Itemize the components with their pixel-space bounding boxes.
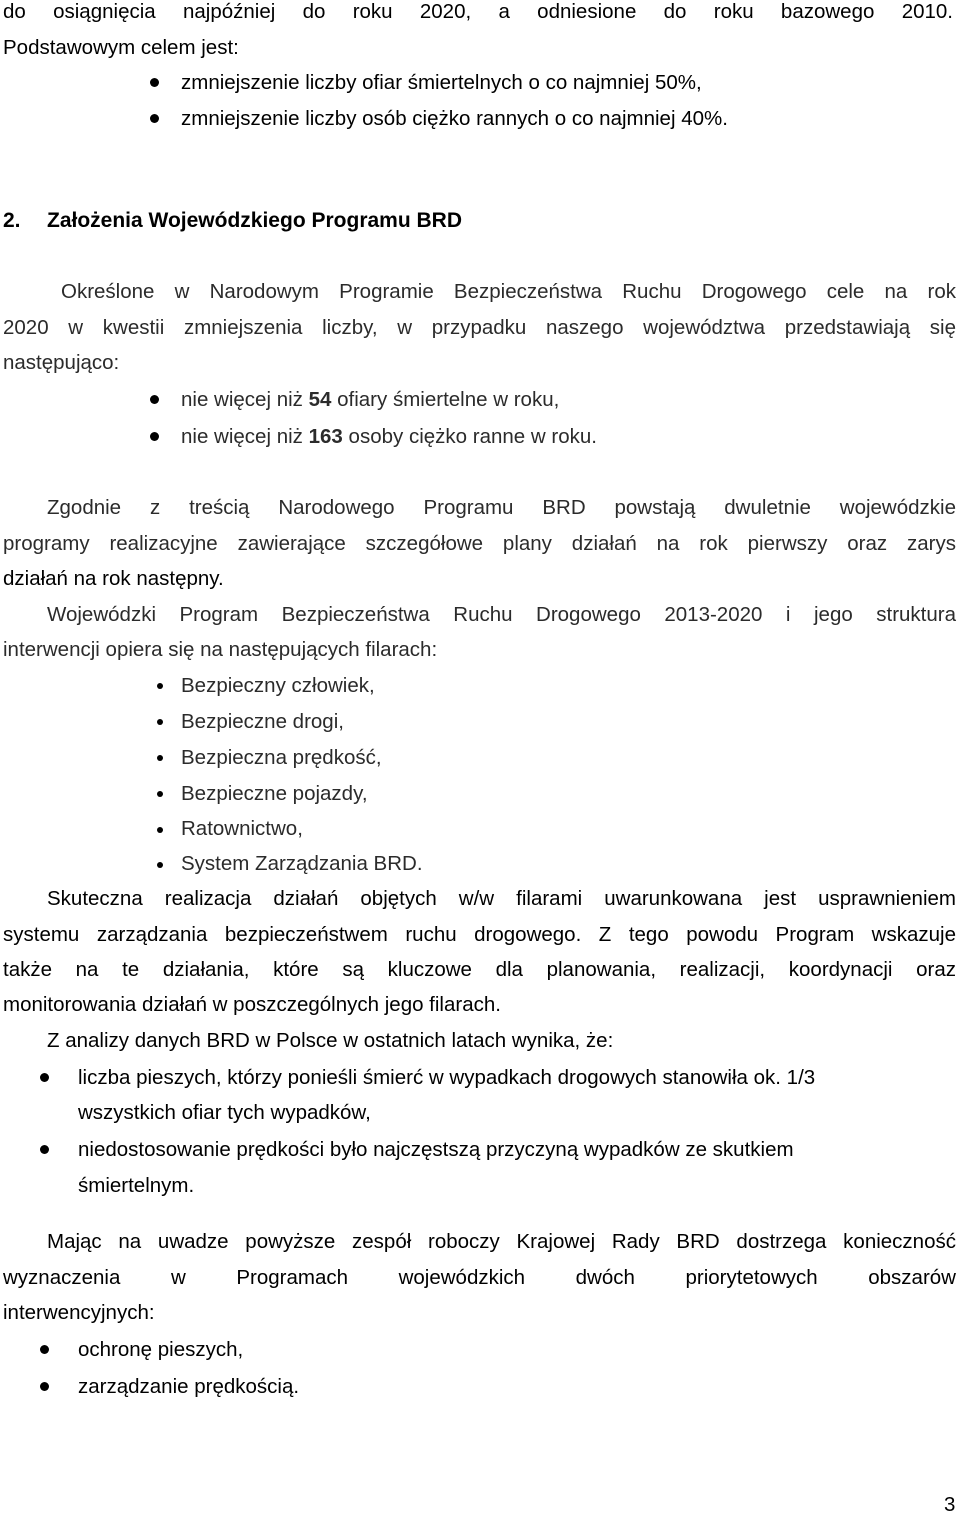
para3-line-1: Wojewódzki Program Bezpieczeństwa Ruchu Drogowego 2013-2020 i jego struktura xyxy=(47,603,956,626)
para3-line-2: interwencji opiera się na następujących filarach: xyxy=(3,638,438,661)
bullet-icon xyxy=(40,1145,49,1154)
para1-line-2: 2020 w kwestii zmniejszenia liczby, w przypadku naszego województwa przedstawiają się xyxy=(3,316,956,339)
pillar-item: Bezpieczne pojazdy, xyxy=(181,782,368,805)
bullet-icon xyxy=(40,1382,49,1391)
target-item-2: nie więcej niż 163 osoby ciężko ranne w roku. xyxy=(181,425,597,448)
bullet-icon xyxy=(150,114,159,123)
para6-line-3: interwencyjnych: xyxy=(3,1301,155,1324)
bullet-icon xyxy=(150,395,159,404)
page-number: 3 xyxy=(944,1493,956,1516)
bullet-icon xyxy=(150,78,159,87)
bullet-icon xyxy=(40,1073,49,1082)
target-item-1: nie więcej niż 54 ofiary śmiertelne w roku, xyxy=(181,388,560,411)
bullet-icon xyxy=(157,719,163,725)
finding-2-line-2: śmiertelnym. xyxy=(78,1174,195,1197)
para6-line-1: Mając na uwadze powyższe zespół roboczy Krajowej Rady BRD dostrzega konieczność xyxy=(47,1230,956,1253)
section-title: Założenia Wojewódzkiego Programu BRD xyxy=(47,209,462,232)
bullet-icon xyxy=(157,827,163,833)
para4-line-3: także na te działania, które są kluczowe dla planowania, realizacji, koordynacji oraz xyxy=(3,958,956,981)
para2-line-3: działań na rok następny. xyxy=(3,567,224,590)
finding-1-line-2: wszystkich ofiar tych wypadków, xyxy=(78,1101,371,1124)
intro-bullet-2: zmniejszenie liczby osób ciężko rannych o co najmniej 40%. xyxy=(181,107,728,130)
bullet-icon xyxy=(157,683,163,689)
priority-item: ochronę pieszych, xyxy=(78,1338,244,1361)
pillar-item: Bezpieczna prędkość, xyxy=(181,746,382,769)
target-value: 54 xyxy=(308,388,332,411)
priority-item: zarządzanie prędkością. xyxy=(78,1375,300,1398)
finding-1-line-1: liczba pieszych, którzy ponieśli śmierć w wypadkach drogowych stanowiła ok. 1/3 xyxy=(78,1066,816,1089)
para2-line-2: programy realizacyjne zawierające szczegółowe plany działań na rok pierwszy oraz zarys xyxy=(3,532,956,555)
bullet-icon xyxy=(40,1345,49,1354)
intro-bullet-1: zmniejszenie liczby ofiar śmiertelnych o co najmniej 50%, xyxy=(181,71,702,94)
para2-line-1: Zgodnie z treścią Narodowego Programu BRD powstają dwuletnie wojewódzkie xyxy=(47,496,956,519)
para4-line-2: systemu zarządzania bezpieczeństwem ruchu drogowego. Z tego powodu Program wskazuje xyxy=(3,923,956,946)
bullet-icon xyxy=(150,432,159,441)
pillar-item: Bezpieczny człowiek, xyxy=(181,674,375,697)
pillar-item: Bezpieczne drogi, xyxy=(181,710,344,733)
para5-line-1: Z analizy danych BRD w Polsce w ostatnich latach wynika, że: xyxy=(47,1029,614,1052)
bullet-icon xyxy=(157,862,163,868)
para4-line-1: Skuteczna realizacja działań objętych w/w filarami uwarunkowana jest usprawnieniem xyxy=(47,887,956,910)
pillar-item: Ratownictwo, xyxy=(181,817,303,840)
bullet-icon xyxy=(157,755,163,761)
pillar-item: System Zarządzania BRD. xyxy=(181,852,423,875)
intro-line-1: do osiągnięcia najpóźniej do roku 2020, a odniesione do roku bazowego 2010. xyxy=(3,0,953,23)
para6-line-2: wyznaczenia w Programach wojewódzkich dwóch priorytetowych obszarów xyxy=(3,1266,956,1289)
intro-line-2: Podstawowym celem jest: xyxy=(3,36,239,59)
para1-line-3: następująco: xyxy=(3,351,120,374)
bullet-icon xyxy=(157,791,163,797)
para4-line-4: monitorowania działań w poszczególnych jego filarach. xyxy=(3,993,501,1016)
para1-line-1: Określone w Narodowym Programie Bezpieczeństwa Ruchu Drogowego cele na rok xyxy=(61,280,956,303)
section-number: 2. xyxy=(3,209,21,232)
finding-2-line-1: niedostosowanie prędkości było najczęstszą przyczyną wypadków ze skutkiem xyxy=(78,1138,794,1161)
target-value: 163 xyxy=(308,425,343,448)
